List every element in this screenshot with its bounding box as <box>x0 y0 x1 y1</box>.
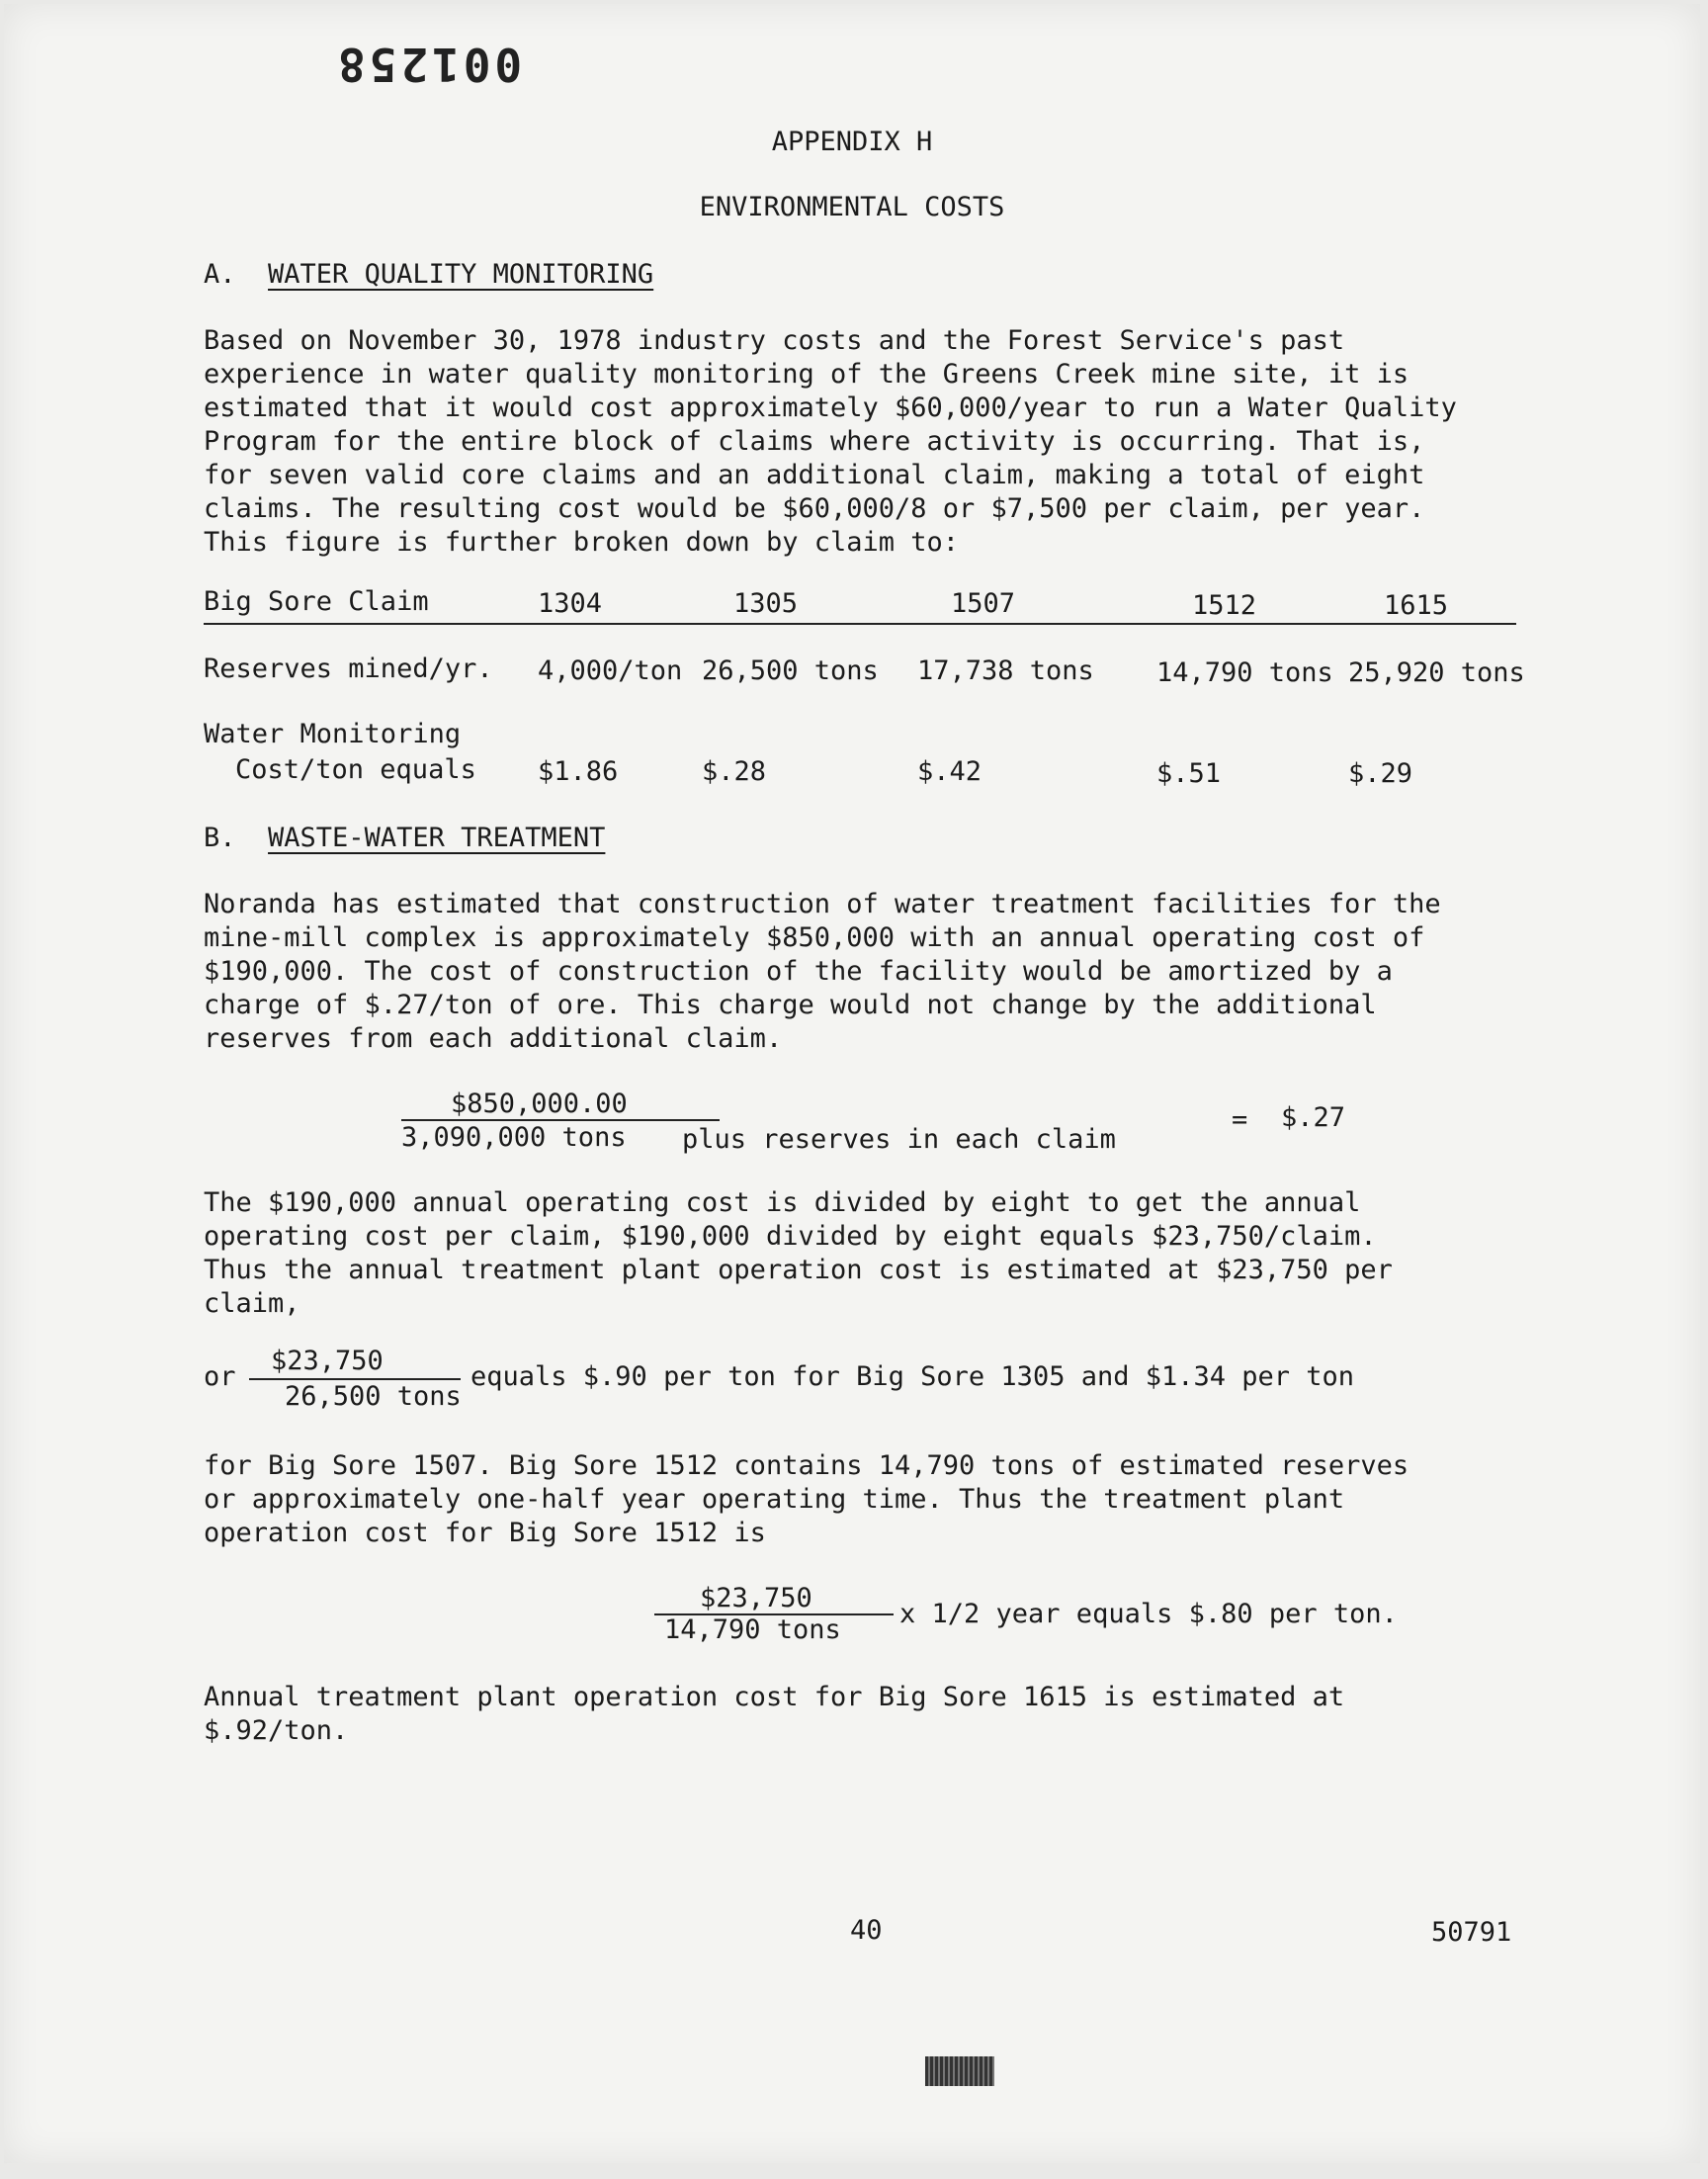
paragraph-line: Thus the annual treatment plant operation cost is estimated at $23,750 per <box>204 1255 1393 1285</box>
paragraph-line: estimated that it would cost approximately $60,000/year to run a Water Quality <box>204 392 1457 423</box>
paragraph-line: The $190,000 annual operating cost is divided by eight to get the annual <box>204 1187 1361 1218</box>
cost-per-ton-label: Cost/ton equals <box>235 754 476 785</box>
reserves-1304: 4,000/ton <box>538 655 683 686</box>
document-code: 50791 <box>1431 1917 1512 1948</box>
section-b-paragraph-4 <box>204 1681 1528 1748</box>
paragraph-line: for Big Sore 1507. Big Sore 1512 contains 14,790 tons of estimated reserves <box>204 1450 1409 1481</box>
table-header-rule <box>204 623 1516 625</box>
reserves-1512: 14,790 tons <box>1156 657 1333 688</box>
section-b-letter: B. <box>204 823 236 853</box>
paragraph-line: Program for the entire block of claims where activity is occurring. That is, <box>204 426 1425 457</box>
formula2-numerator: $23,750 <box>271 1346 384 1376</box>
cost-1615: $.29 <box>1348 758 1413 789</box>
table-header-1615: 1615 <box>1384 590 1449 621</box>
table-header-1507: 1507 <box>951 588 1016 619</box>
paragraph-line: mine-mill complex is approximately $850,000 with an annual operating cost of <box>204 922 1425 953</box>
document-page <box>4 4 1700 2163</box>
formula1-denominator: 3,090,000 tons <box>401 1122 627 1153</box>
cost-1507: $.42 <box>917 756 982 787</box>
paragraph-line: operation cost for Big Sore 1512 is <box>204 1518 766 1548</box>
reserves-label: Reserves mined/yr. <box>204 654 493 684</box>
section-a-title: WATER QUALITY MONITORING <box>268 259 654 290</box>
cost-1512: $.51 <box>1156 758 1222 789</box>
formula1-numerator: $850,000.00 <box>451 1089 628 1119</box>
document-id-stamp: 001258 <box>334 38 523 91</box>
table-header-label: Big Sore Claim <box>204 586 429 617</box>
formula3-suffix: x 1/2 year equals $.80 per ton. <box>899 1599 1398 1629</box>
reserves-1615: 25,920 tons <box>1348 657 1525 688</box>
table-header-1305: 1305 <box>733 588 799 619</box>
paragraph-line: for seven valid core claims and an additional claim, making a total of eight <box>204 460 1425 490</box>
paragraph-line: claims. The resulting cost would be $60,000/8 or $7,500 per claim, per year. <box>204 493 1425 524</box>
appendix-title: APPENDIX H <box>771 127 933 157</box>
section-a-heading <box>204 259 653 290</box>
section-b-paragraph-1 <box>204 888 1528 1056</box>
paragraph-line: Noranda has estimated that construction of water treatment facilities for the <box>204 889 1441 919</box>
paragraph-line: claim, <box>204 1288 300 1319</box>
section-b-paragraph-2 <box>204 1186 1528 1321</box>
formula2-suffix: equals $.90 per ton for Big Sore 1305 and $1.34 per ton <box>470 1361 1355 1392</box>
table-header-1512: 1512 <box>1192 590 1257 621</box>
formula1-equals: = <box>1232 1104 1248 1135</box>
section-b-paragraph-3 <box>204 1449 1528 1550</box>
appendix-subtitle: ENVIRONMENTAL COSTS <box>699 192 1005 222</box>
paragraph-line: Annual treatment plant operation cost for Big Sore 1615 is estimated at <box>204 1682 1345 1712</box>
paragraph-line: charge of $.27/ton of ore. This charge would not change by the additional <box>204 990 1377 1020</box>
paragraph-line: Based on November 30, 1978 industry costs and the Forest Service's past <box>204 325 1345 356</box>
formula2-denominator: 26,500 tons <box>285 1381 462 1412</box>
cost-1305: $.28 <box>702 756 767 787</box>
reserves-1507: 17,738 tons <box>917 655 1094 686</box>
paragraph-line: $190,000. The cost of construction of the facility would be amortized by a <box>204 956 1393 987</box>
paragraph-line: operating cost per claim, $190,000 divided by eight equals $23,750/claim. <box>204 1221 1377 1252</box>
paragraph-line: This figure is further broken down by claim to: <box>204 527 960 558</box>
paragraph-line: $.92/ton. <box>204 1715 349 1746</box>
section-a-paragraph <box>204 324 1528 560</box>
section-b-heading <box>204 823 605 853</box>
section-a-letter: A. <box>204 259 236 290</box>
formula1-result: $.27 <box>1281 1102 1346 1133</box>
formula1-suffix: plus reserves in each claim <box>682 1124 1116 1155</box>
reserves-1305: 26,500 tons <box>702 655 879 686</box>
paragraph-line: or approximately one-half year operating time. Thus the treatment plant <box>204 1484 1345 1515</box>
cost-1304: $1.86 <box>538 756 619 787</box>
paragraph-line: reserves from each additional claim. <box>204 1023 783 1054</box>
formula2-prefix: or <box>204 1361 236 1392</box>
water-monitoring-label: Water Monitoring <box>204 719 462 749</box>
formula3-denominator: 14,790 tons <box>664 1614 841 1645</box>
section-b-title: WASTE-WATER TREATMENT <box>268 823 606 853</box>
archive-stamp-mark <box>925 2056 994 2086</box>
table-header-1304: 1304 <box>538 588 603 619</box>
paragraph-line: experience in water quality monitoring of the Greens Creek mine site, it is <box>204 359 1409 390</box>
formula3-numerator: $23,750 <box>700 1583 812 1613</box>
page-number: 40 <box>850 1915 883 1946</box>
